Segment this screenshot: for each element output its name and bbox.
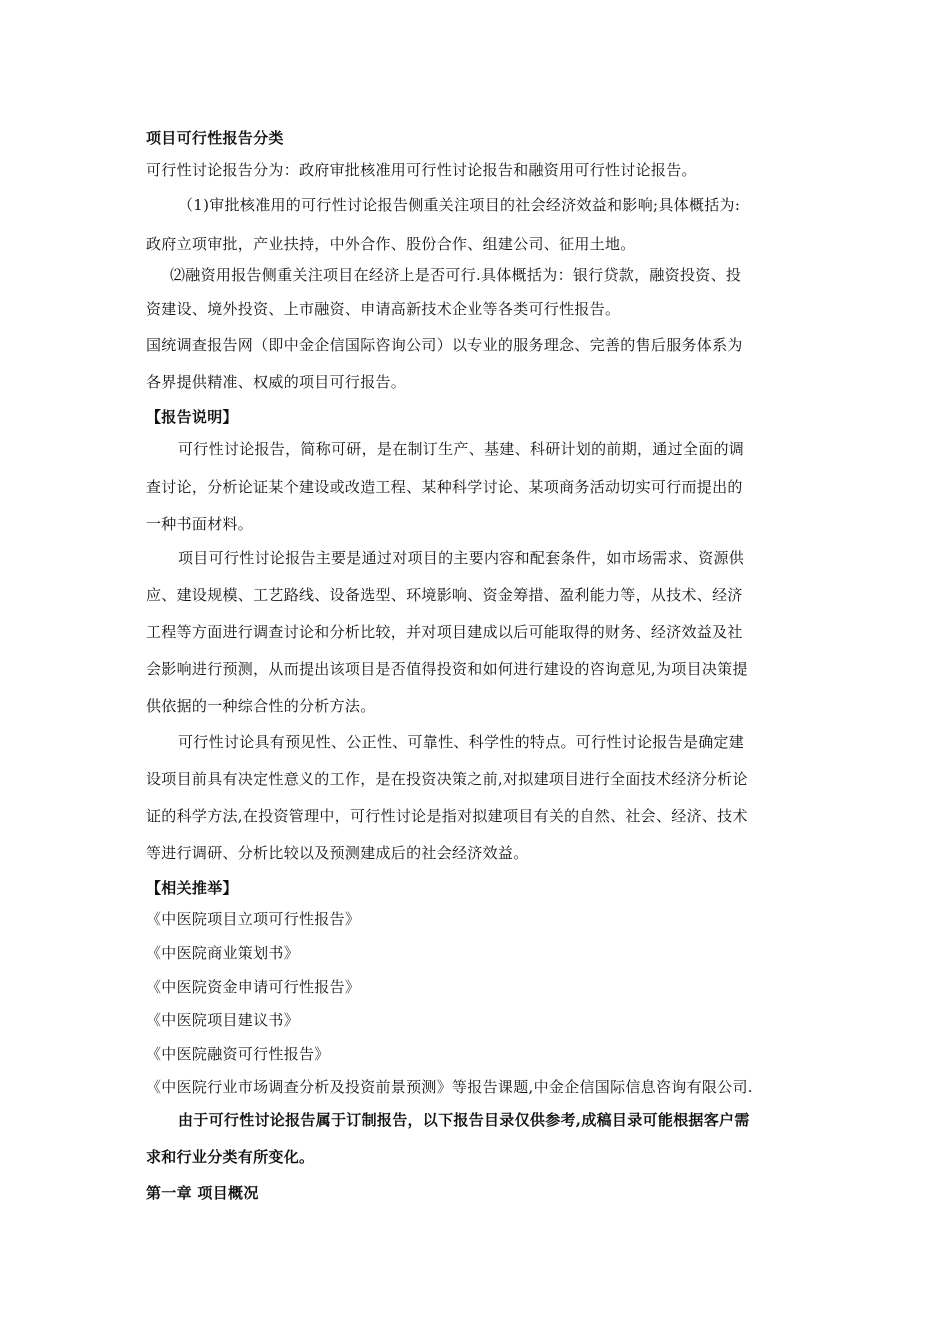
para2-line1: 项目可行性讨论报告主要是通过对项目的主要内容和配套条件，如市场需求、资源供 [178,549,745,567]
para1-line3: 一种书面材料。 [146,515,254,533]
item1-line2: 政府立项审批，产业扶持，中外合作、股份合作、组建公司、征用土地。 [146,235,636,253]
company-para-line1: 国统调查报告网（即中金企信国际咨询公司）以专业的服务理念、完善的售后服务体系为 [146,336,743,354]
chapter1-heading: 第一章 项目概况 [146,1184,259,1202]
company-para-line2: 各界提供精准、权威的项目可行报告。 [146,373,407,391]
heading-classification: 项目可行性报告分类 [146,129,284,147]
para1-line2: 查讨论，分析论证某个建设或改造工程、某种科学讨论、某项商务活动切实可行而提出的 [146,478,743,496]
heading-report: 【报告说明】 [146,408,238,426]
para3-line3: 证的科学方法,在投资管理中，可行性讨论是指对拟建项目有关的自然、社会、经济、技术 [146,807,748,825]
related-item-1: 《中医院项目立项可行性报告》 [146,910,361,928]
para2-line5: 供依据的一种综合性的分析方法。 [146,697,376,715]
item1-line1: （1)审批核准用的可行性讨论报告侧重关注项目的社会经济效益和影响;具体概括为: [178,196,741,214]
related-item-4: 《中医院项目建议书》 [146,1011,300,1029]
related-item-2: 《中医院商业策划书》 [146,944,300,962]
related-item-3: 《中医院资金申请可行性报告》 [146,978,361,996]
para3-line1: 可行性讨论具有预见性、公正性、可靠性、科学性的特点。可行性讨论报告是确定建 [178,733,745,751]
item2-line1: ⑵融资用报告侧重关注项目在经济上是否可行.具体概括为：银行贷款，融资投资、投 [170,266,742,284]
para2-line4: 会影响进行预测，从而提出该项目是否值得投资和如何进行建设的咨询意见,为项目决策提 [146,660,748,678]
para3-line4: 等进行调研、分析比较以及预测建成后的社会经济效益。 [146,844,529,862]
para2-line3: 工程等方面进行调查讨论和分析比较，并对项目建成以后可能取得的财务、经济效益及社 [146,623,743,641]
item2-line2: 资建设、境外投资、上市融资、申请高新技术企业等各类可行性报告。 [146,300,621,318]
note-line1: 由于可行性讨论报告属于订制报告，以下报告目录仅供参考,成稿目录可能根据客户需 [178,1111,750,1129]
related-item-5: 《中医院融资可行性报告》 [146,1045,330,1063]
para1-line1: 可行性讨论报告，简称可研，是在制订生产、基建、科研计划的前期，通过全面的调 [178,440,745,458]
note-line2: 求和行业分类有所变化。 [146,1148,315,1166]
related-item-6: 《中医院行业市场调查分析及投资前景预测》等报告课题,中金企信国际信息咨询有限公司. [146,1078,753,1096]
intro-line: 可行性讨论报告分为：政府审批核准用可行性讨论报告和融资用可行性讨论报告。 [146,161,697,179]
para3-line2: 设项目前具有决定性意义的工作，是在投资决策之前,对拟建项目进行全面技术经济分析论 [146,770,748,788]
para2-line2: 应、建设规模、工艺路线、设备选型、环境影响、资金筹措、盈利能力等，从技术、经济 [146,586,743,604]
heading-related: 【相关推举】 [146,879,238,897]
